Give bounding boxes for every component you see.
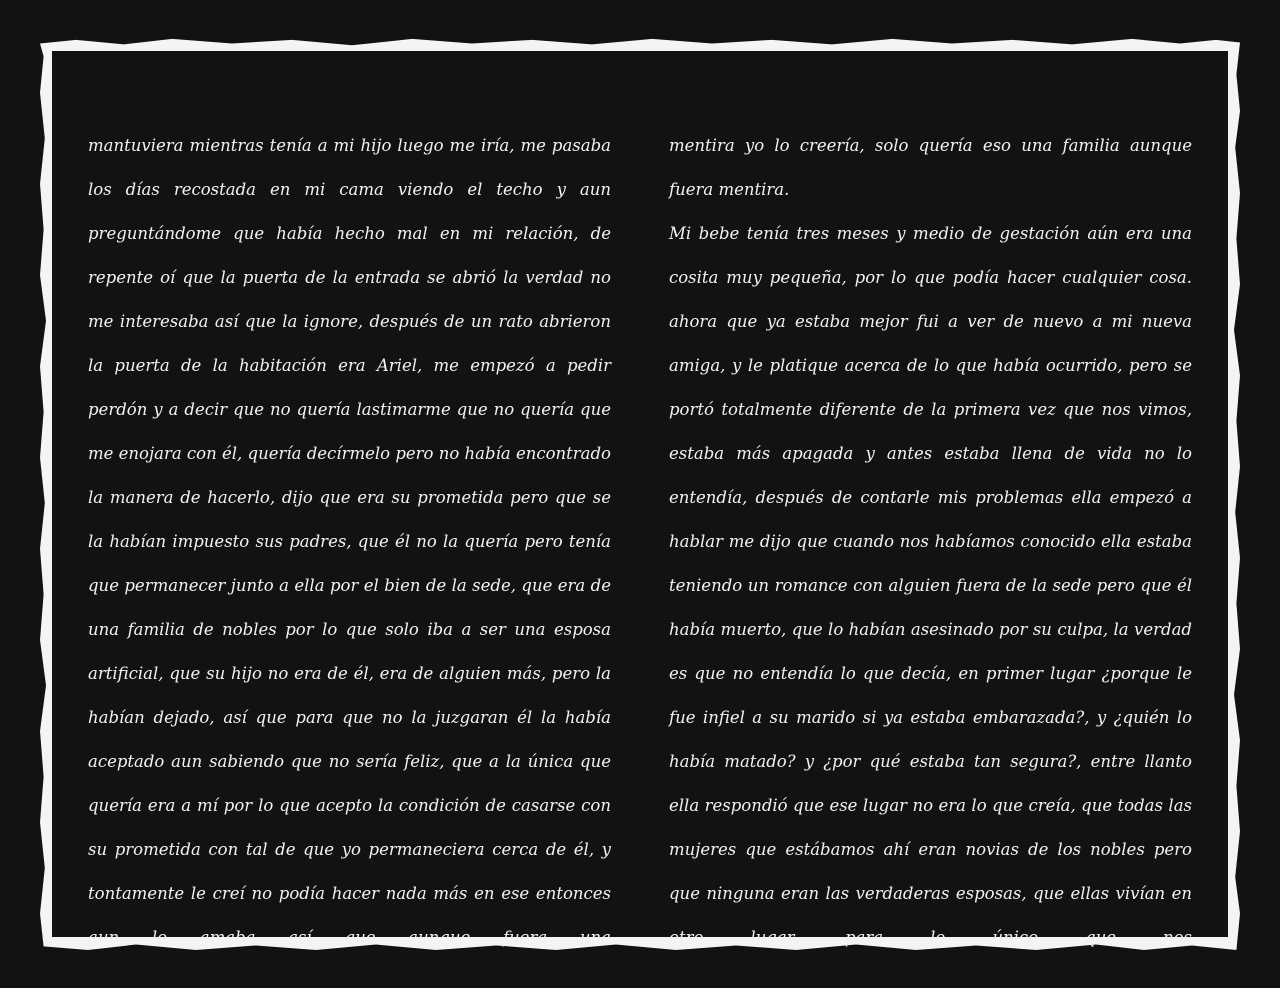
left-column [88, 124, 611, 960]
right-paragraph-1: mentira yo lo creería, solo quería eso una familia aunque fuera mentira. [669, 136, 1192, 199]
left-paragraph-1: mantuviera mientras tenía a mi hijo luego me iría, me pasaba los días recostada en mi cama viendo el techo y aun preguntándome que había hecho mal en mi relación, de repente oí que la puerta de la entrada se abrió la verdad no me interesaba así que la ignore, después de un rato abrieron la puerta de la habitación era Ariel, me empezó a pedir perdón y a decir que no quería lastimarme que no quería que me enojara con él, quería decírmelo pero no había encontrado la manera de hacerlo, dijo que era su prometida pero que se la habían impuesto sus padres, que él no la quería pero tenía que permanecer junto a ella por el bien de la sede, que era de una familia de nobles por lo que solo iba a ser una esposa artificial, que su hijo no era de él, era de alguien más, pero la habían dejado, así que para que no la juzgaran él la había aceptado aun sabiendo que no sería feliz, que a la única que quería era a mí por lo que acepto la condición de casarse con su prometida con tal de que yo permaneciera cerca de él, y tontamente le creí no podía hacer nada más en ese entonces aun lo amaba así que aunque fuera una [88, 136, 611, 947]
right-paragraph-2: Mi bebe tenía tres meses y medio de gestación aún era una cosita muy pequeña, por lo que podía hacer cualquier cosa. ahora que ya estaba mejor fui a ver de nuevo a mi nueva amiga, y le platique acerca de lo que había ocurrido, pero se portó totalmente diferente de la primera vez que nos vimos, estaba más apagada y antes estaba llena de vida no lo entendía, después de contarle mis problemas ella empezó a hablar me dijo que cuando nos habíamos conocido ella estaba teniendo un romance con alguien fuera de la sede pero que él había muerto, que lo habían asesinado por su culpa, la verdad es que no entendía lo que decía, en primer lugar ¿porque le fue infiel a su marido si ya estaba embarazada?, y ¿quién lo había matado? y ¿por qué estaba tan segura?, entre llanto ella respondió que ese lugar no era lo que creía, que todas las mujeres que estábamos ahí eran novias de los nobles pero que ninguna eran las verdaderas esposas, que ellas vivían en otro lugar, para lo único que nos [669, 224, 1192, 947]
right-column [669, 124, 1192, 960]
